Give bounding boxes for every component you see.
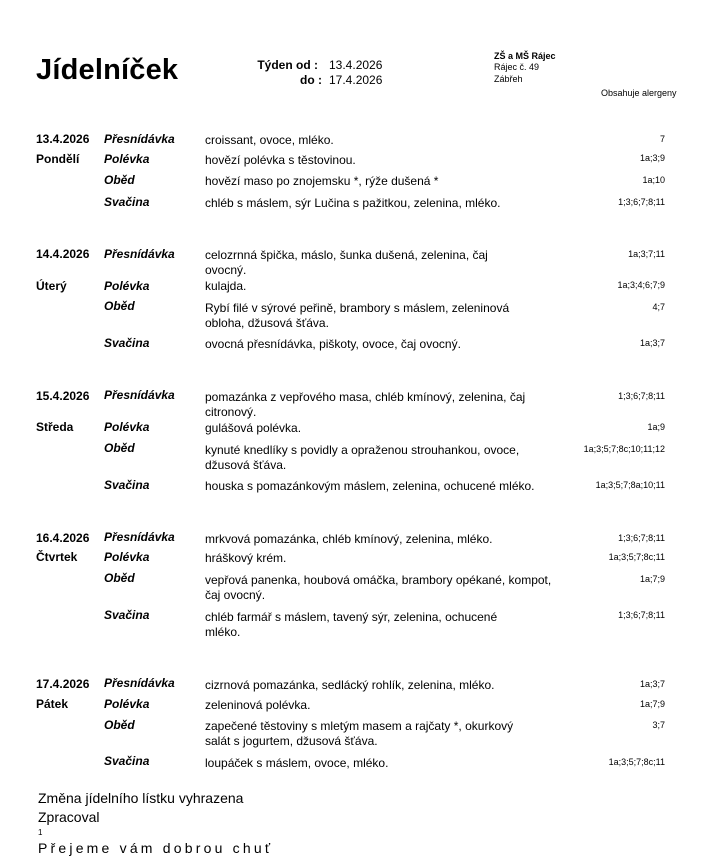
meal-type: Přesnídávka <box>104 388 175 402</box>
day-date: 16.4.2026 <box>36 531 90 545</box>
meal-type: Oběd <box>104 299 135 313</box>
week-to-label: do : <box>300 73 322 87</box>
allergen-codes: 1;3;6;7;8;11 <box>618 391 665 401</box>
dish-text: zapečené těstoviny s mletým masem a rajčaty *, okurkový salát s jogurtem, džusová šťáva. <box>205 719 514 748</box>
meal-type: Svačina <box>104 478 150 492</box>
meal-type: Polévka <box>104 279 150 293</box>
dish-text: Rybí filé v sýrové peřině, brambory s máslem, zeleninová obloha, džusová šťáva. <box>205 301 510 330</box>
school-address: Rájec č. 49 <box>494 62 540 72</box>
meal-type: Oběd <box>104 173 135 187</box>
meal-type: Oběd <box>104 441 135 455</box>
page-title: Jídelníček <box>36 54 179 86</box>
allergen-codes: 1;3;6;7;8;11 <box>618 533 665 543</box>
dish-text: gulášová polévka. <box>205 421 302 435</box>
week-from-label: Týden od : <box>257 58 318 72</box>
dish-text: celozrnná špička, máslo, šunka dušená, zelenina, čaj ovocný. <box>205 248 488 277</box>
dish-text: chléb s máslem, sýr Lučina s pažitkou, zelenina, mléko. <box>205 196 501 210</box>
meal-type: Oběd <box>104 571 135 585</box>
menu-change-notice: Změna jídelního lístku vyhrazena <box>38 790 244 806</box>
day-name: Pátek <box>36 697 69 711</box>
meal-type: Přesnídávka <box>104 247 175 261</box>
day-date: 15.4.2026 <box>36 389 90 403</box>
dish-text: cizrnová pomazánka, sedlácký rohlík, zelenina, mléko. <box>205 678 495 692</box>
allergen-codes: 1a;3;7;11 <box>628 249 665 259</box>
allergen-codes: 1a;3;5;7;8c;11 <box>608 552 665 562</box>
allergen-codes: 1a;3;7 <box>639 679 665 689</box>
allergen-codes: 1a;3;4;6;7;9 <box>617 280 665 290</box>
dish-text: hráškový krém. <box>205 551 287 565</box>
allergen-codes: 1a;9 <box>647 422 665 432</box>
school-name: ZŠ a MŠ Rájec <box>494 51 556 61</box>
meal-type: Oběd <box>104 718 135 732</box>
dish-text: zeleninová polévka. <box>205 698 311 712</box>
allergen-codes: 1a;3;7 <box>639 338 665 348</box>
day-name: Středa <box>36 420 74 434</box>
dish-text: kulajda. <box>205 279 247 293</box>
dish-text: mrkvová pomazánka, chléb kmínový, zelenina, mléko. <box>205 532 493 546</box>
dish-text: chléb farmář s máslem, tavený sýr, zelenina, ochucené mléko. <box>205 610 498 639</box>
meal-type: Přesnídávka <box>104 676 175 690</box>
allergen-codes: 1;3;6;7;8;11 <box>618 610 665 620</box>
allergen-codes: 1a;10 <box>642 175 665 185</box>
day-date: 14.4.2026 <box>36 247 90 261</box>
week-from-value: 13.4.2026 <box>329 58 383 72</box>
meal-type: Polévka <box>104 420 150 434</box>
day-name: Pondělí <box>36 152 80 166</box>
school-city: Zábřeh <box>494 74 523 84</box>
dish-text: houska s pomazánkovým máslem, zelenina, ochucené mléko. <box>205 479 535 493</box>
meal-type: Polévka <box>104 152 150 166</box>
bon-appetit: Přejeme vám dobrou chuť <box>38 840 274 856</box>
meal-type: Svačina <box>104 336 150 350</box>
day-name: Čtvrtek <box>36 550 78 564</box>
dish-text: ovocná přesnídávka, piškoty, ovoce, čaj ovocný. <box>205 337 461 351</box>
meal-type: Polévka <box>104 550 150 564</box>
allergen-codes: 1a;3;5;7;8c;10;11;12 <box>583 444 665 454</box>
dish-text: hovězí maso po znojemsku *, rýže dušená * <box>205 174 439 188</box>
allergens-header: Obsahuje alergeny <box>601 88 677 98</box>
allergen-codes: 1a;3;5;7;8a;10;11 <box>595 480 665 490</box>
allergen-codes: 1a;3;9 <box>639 153 665 163</box>
dish-text: vepřová panenka, houbová omáčka, brambory opékané, kompot, čaj ovocný. <box>205 573 552 602</box>
day-date: 13.4.2026 <box>36 132 90 146</box>
allergen-codes: 1;3;6;7;8;11 <box>618 197 665 207</box>
dish-text: hovězí polévka s těstovinou. <box>205 153 356 167</box>
meal-type: Svačina <box>104 754 150 768</box>
week-to-value: 17.4.2026 <box>329 73 383 87</box>
meal-type: Svačina <box>104 195 150 209</box>
allergen-codes: 3;7 <box>652 720 665 730</box>
meal-type: Svačina <box>104 608 150 622</box>
prepared-by: Zpracoval <box>38 809 100 825</box>
meal-type: Polévka <box>104 697 150 711</box>
day-name: Úterý <box>36 279 67 293</box>
dish-text: loupáček s máslem, ovoce, mléko. <box>205 756 389 770</box>
allergen-codes: 1a;7;9 <box>639 574 665 584</box>
dish-text: croissant, ovoce, mléko. <box>205 133 334 147</box>
dish-text: kynuté knedlíky s povidly a opraženou strouhankou, ovoce, džusová šťáva. <box>205 443 520 472</box>
meal-type: Přesnídávka <box>104 530 175 544</box>
allergen-codes: 1a;3;5;7;8c;11 <box>608 757 665 767</box>
meal-type: Přesnídávka <box>104 132 175 146</box>
page-number: 1 <box>38 828 43 837</box>
day-date: 17.4.2026 <box>36 677 90 691</box>
allergen-codes: 7 <box>659 134 665 144</box>
allergen-codes: 1a;7;9 <box>639 699 665 709</box>
allergen-codes: 4;7 <box>652 302 665 312</box>
dish-text: pomazánka z vepřového masa, chléb kmínový, zelenina, čaj citronový. <box>205 390 526 419</box>
